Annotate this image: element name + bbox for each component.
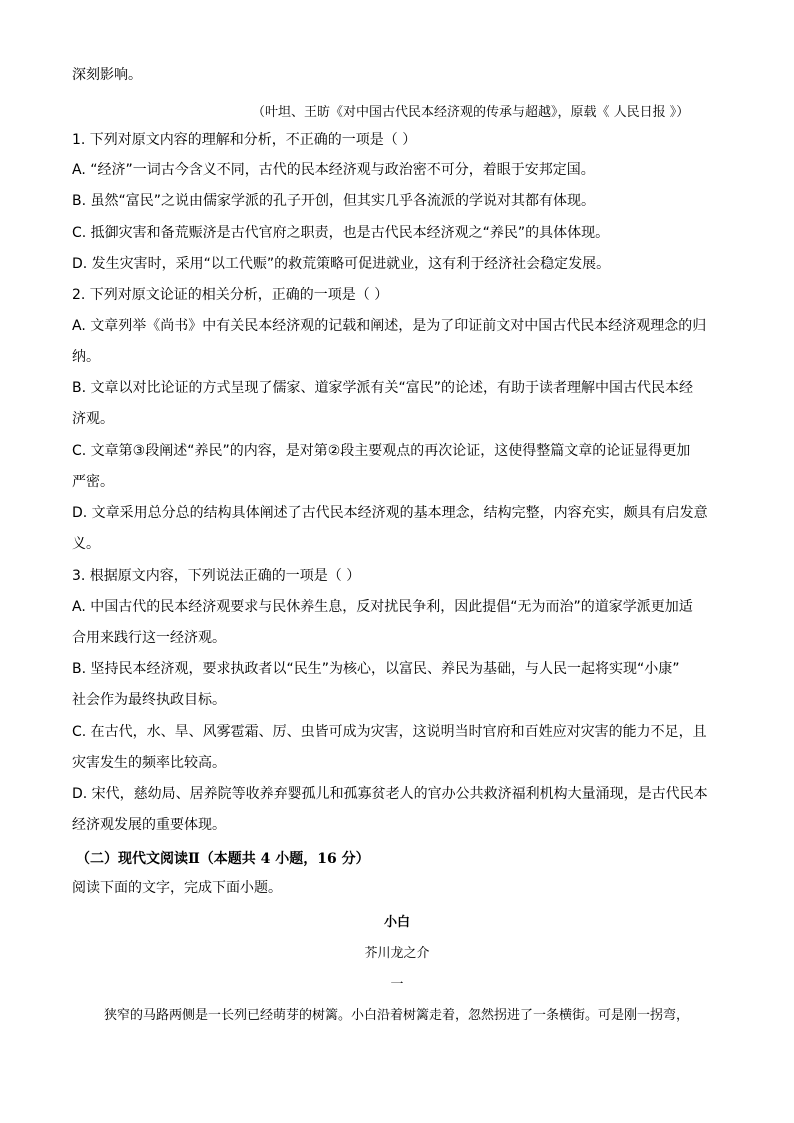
q3-option-c-line2: 灾害发生的频率比较高。 xyxy=(72,755,226,771)
q2-option-a-line1: A. 文章列举《尚书》中有关民本经济观的记载和阐述，是为了印证前文对中国古代民本经济观理念的归 xyxy=(72,318,707,334)
question-1: 1. 下列对原文内容的理解和分析，不正确的一项是（ ） xyxy=(72,132,417,148)
story-first-line: 狭窄的马路两侧是一长列已经萌芽的树篱。小白沿着树篱走着，忽然拐进了一条横街。可是刚一拐弯， xyxy=(104,1008,690,1023)
story-title: 小白 xyxy=(383,915,410,930)
q2-option-d-line1: D. 文章采用总分总的结构具体阐述了古代民本经济观的基本理念，结构完整，内容充实，颇具有启发意 xyxy=(72,505,708,521)
part-number: 一 xyxy=(390,977,404,992)
q3-option-a-line2: 合用来践行这一经济观。 xyxy=(72,630,226,646)
q3-option-d-line2: 经济观发展的重要体现。 xyxy=(72,817,226,833)
q1-option-a: A. “经济”一词古今含义不同，古代的民本经济观与政治密不可分，着眼于安邦定国。 xyxy=(72,162,595,178)
source-citation: （叶坦、王昉《对中国古代民本经济观的传承与超越》，原载《 人民日报 》） xyxy=(252,105,690,120)
q1-option-d: D. 发生灾害时，采用“以工代赈”的救荒策略可促进就业，这有利于经济社会稳定发展。 xyxy=(72,256,611,272)
q2-option-b-line1: B. 文章以对比论证的方式呈现了儒家、道家学派有关“富民”的论述，有助于读者理解中国古代民本经 xyxy=(72,380,694,396)
q2-option-b-line2: 济观。 xyxy=(72,411,114,427)
continued-text: 深刻影响。 xyxy=(72,67,142,83)
q3-option-b-line2: 社会作为最终执政目标。 xyxy=(72,692,226,708)
q3-option-a-line1: A. 中国古代的民本经济观要求与民休养生息，反对扰民争利，因此提倡“无为而治”的道家学派更加适 xyxy=(72,599,693,615)
q2-option-c-line1: C. 文章第③段阐述“养民”的内容，是对第②段主要观点的再次论证，这使得整篇文章的论证显得更加 xyxy=(72,443,691,459)
question-3: 3. 根据原文内容，下列说法正确的一项是（ ） xyxy=(72,568,361,584)
q1-option-b: B. 虽然“富民”之说由儒家学派的孔子开创，但其实几乎各流派的学说对其都有体现。 xyxy=(72,193,596,209)
q3-option-d-line1: D. 宋代，慈幼局、居养院等收养弃婴孤儿和孤寡贫老人的官办公共救济福利机构大量涌现，是古代民本 xyxy=(72,786,708,802)
q3-option-c-line1: C. 在古代，水、旱、风雾雹霜、厉、虫皆可成为灾害，这说明当时官府和百姓应对灾害的能力不足，且 xyxy=(72,724,707,740)
story-author: 芥川龙之介 xyxy=(364,946,430,961)
q2-option-a-line2: 纳。 xyxy=(72,349,100,365)
q2-option-c-line2: 严密。 xyxy=(72,474,114,490)
question-2: 2. 下列对原文论证的相关分析，正确的一项是（ ） xyxy=(72,287,389,303)
reading-instruction: 阅读下面的文字，完成下面小题。 xyxy=(72,880,282,896)
section-heading: （二）现代文阅读Ⅱ（本题共 4 小题，16 分） xyxy=(76,851,370,867)
q1-option-c: C. 抵御灾害和备荒赈济是古代官府之职责，也是古代民本经济观之“养民”的具体体现。 xyxy=(72,225,610,241)
q3-option-b-line1: B. 坚持民本经济观，要求执政者以“民生”为核心，以富民、养民为基础，与人民一起将实现“小康” xyxy=(72,661,680,677)
q2-option-d-line2: 义。 xyxy=(72,536,100,552)
